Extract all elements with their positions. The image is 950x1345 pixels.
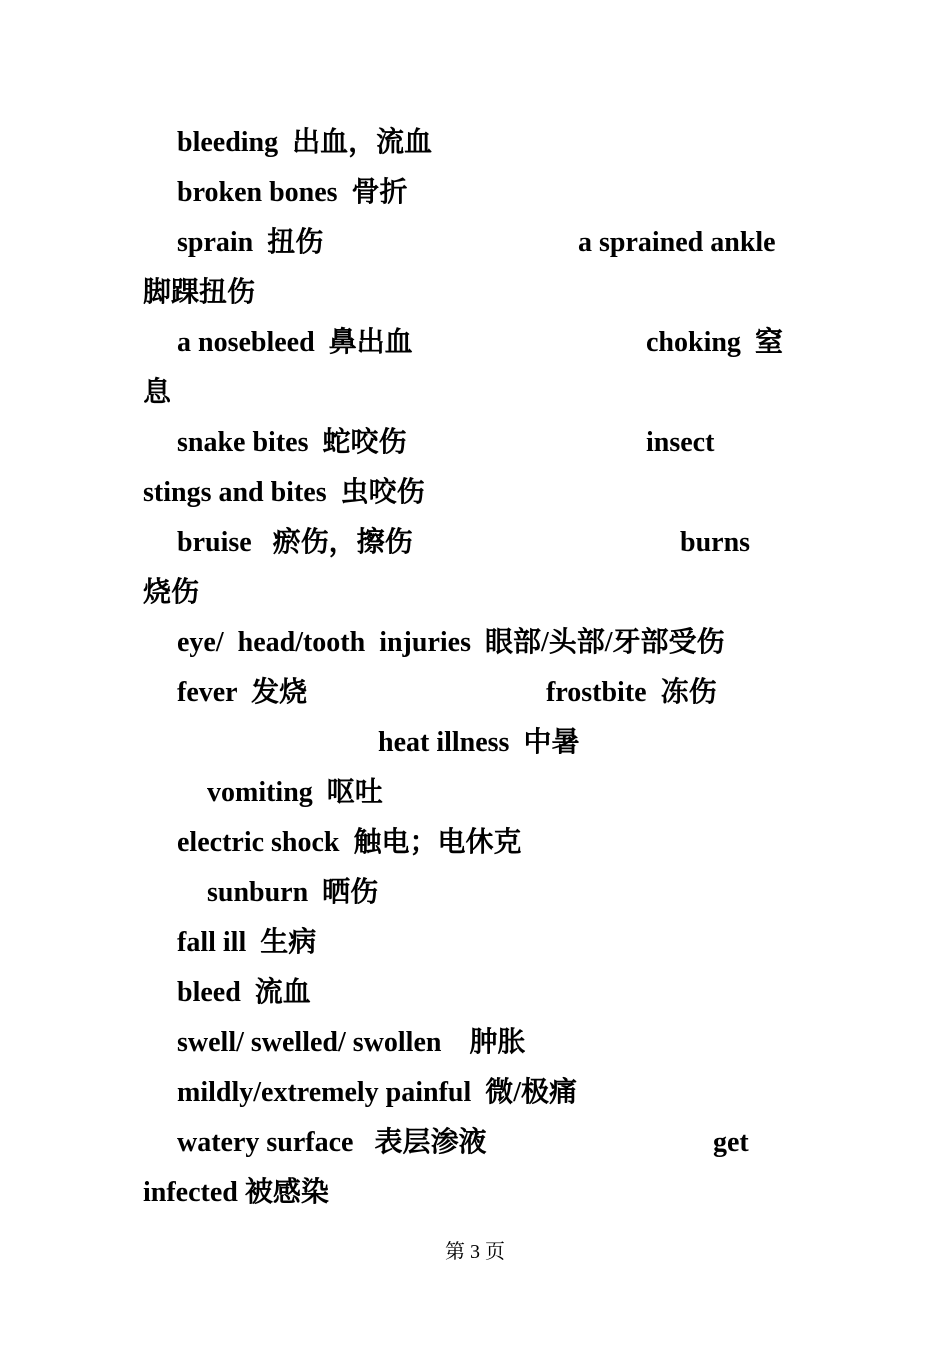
vocab-swell: swell/ swelled/ swollen 肿胀 [177, 1027, 526, 1058]
vocab-watery-surface: watery surface 表层渗液 [177, 1127, 487, 1158]
vocab-vomiting: vomiting 呕吐 [207, 777, 383, 808]
vocab-sunburn: sunburn 晒伤 [207, 877, 379, 908]
vocab-bleed: bleed 流血 [177, 977, 311, 1008]
vocab-sprained-ankle-zh: 脚踝扭伤 [143, 277, 256, 308]
vocab-choking-en: choking 窒 [646, 327, 783, 358]
vocab-get-infected-1: get [713, 1127, 749, 1158]
vocab-nosebleed: a nosebleed 鼻出血 [177, 327, 413, 358]
vocab-fever: fever 发烧 [177, 677, 308, 708]
vocab-choking-zh: 息 [143, 377, 172, 408]
vocab-bleeding-en: bleeding 出血，流血 [177, 127, 433, 158]
page-number: 第 3 页 [445, 1241, 505, 1263]
vocab-heat-illness: heat illness 中暑 [378, 727, 580, 758]
vocab-broken-bones: broken bones 骨折 [177, 177, 408, 208]
vocab-burns-en: burns [680, 527, 751, 558]
vocab-painful: mildly/extremely painful 微/极痛 [177, 1077, 578, 1108]
vocab-burns-zh: 烧伤 [143, 577, 200, 608]
vocab-get-infected-2: infected 被感染 [143, 1177, 329, 1208]
vocab-injuries: eye/ head/tooth injuries 眼部/头部/牙部受伤 [177, 627, 725, 658]
vocab-sprain: sprain 扭伤 [177, 227, 324, 258]
vocab-bruise: bruise 瘀伤，擦伤 [177, 527, 413, 558]
vocab-snake-bites: snake bites 蛇咬伤 [177, 427, 407, 458]
vocab-fall-ill: fall ill 生病 [177, 927, 317, 958]
vocab-sprained-ankle-en: a sprained ankle [578, 227, 776, 258]
vocab-insect-1: insect [646, 427, 715, 458]
vocab-insect-2: stings and bites 虫咬伤 [143, 477, 425, 508]
vocab-frostbite: frostbite 冻伤 [546, 677, 717, 708]
vocab-electric-shock: electric shock 触电；电休克 [177, 827, 522, 858]
